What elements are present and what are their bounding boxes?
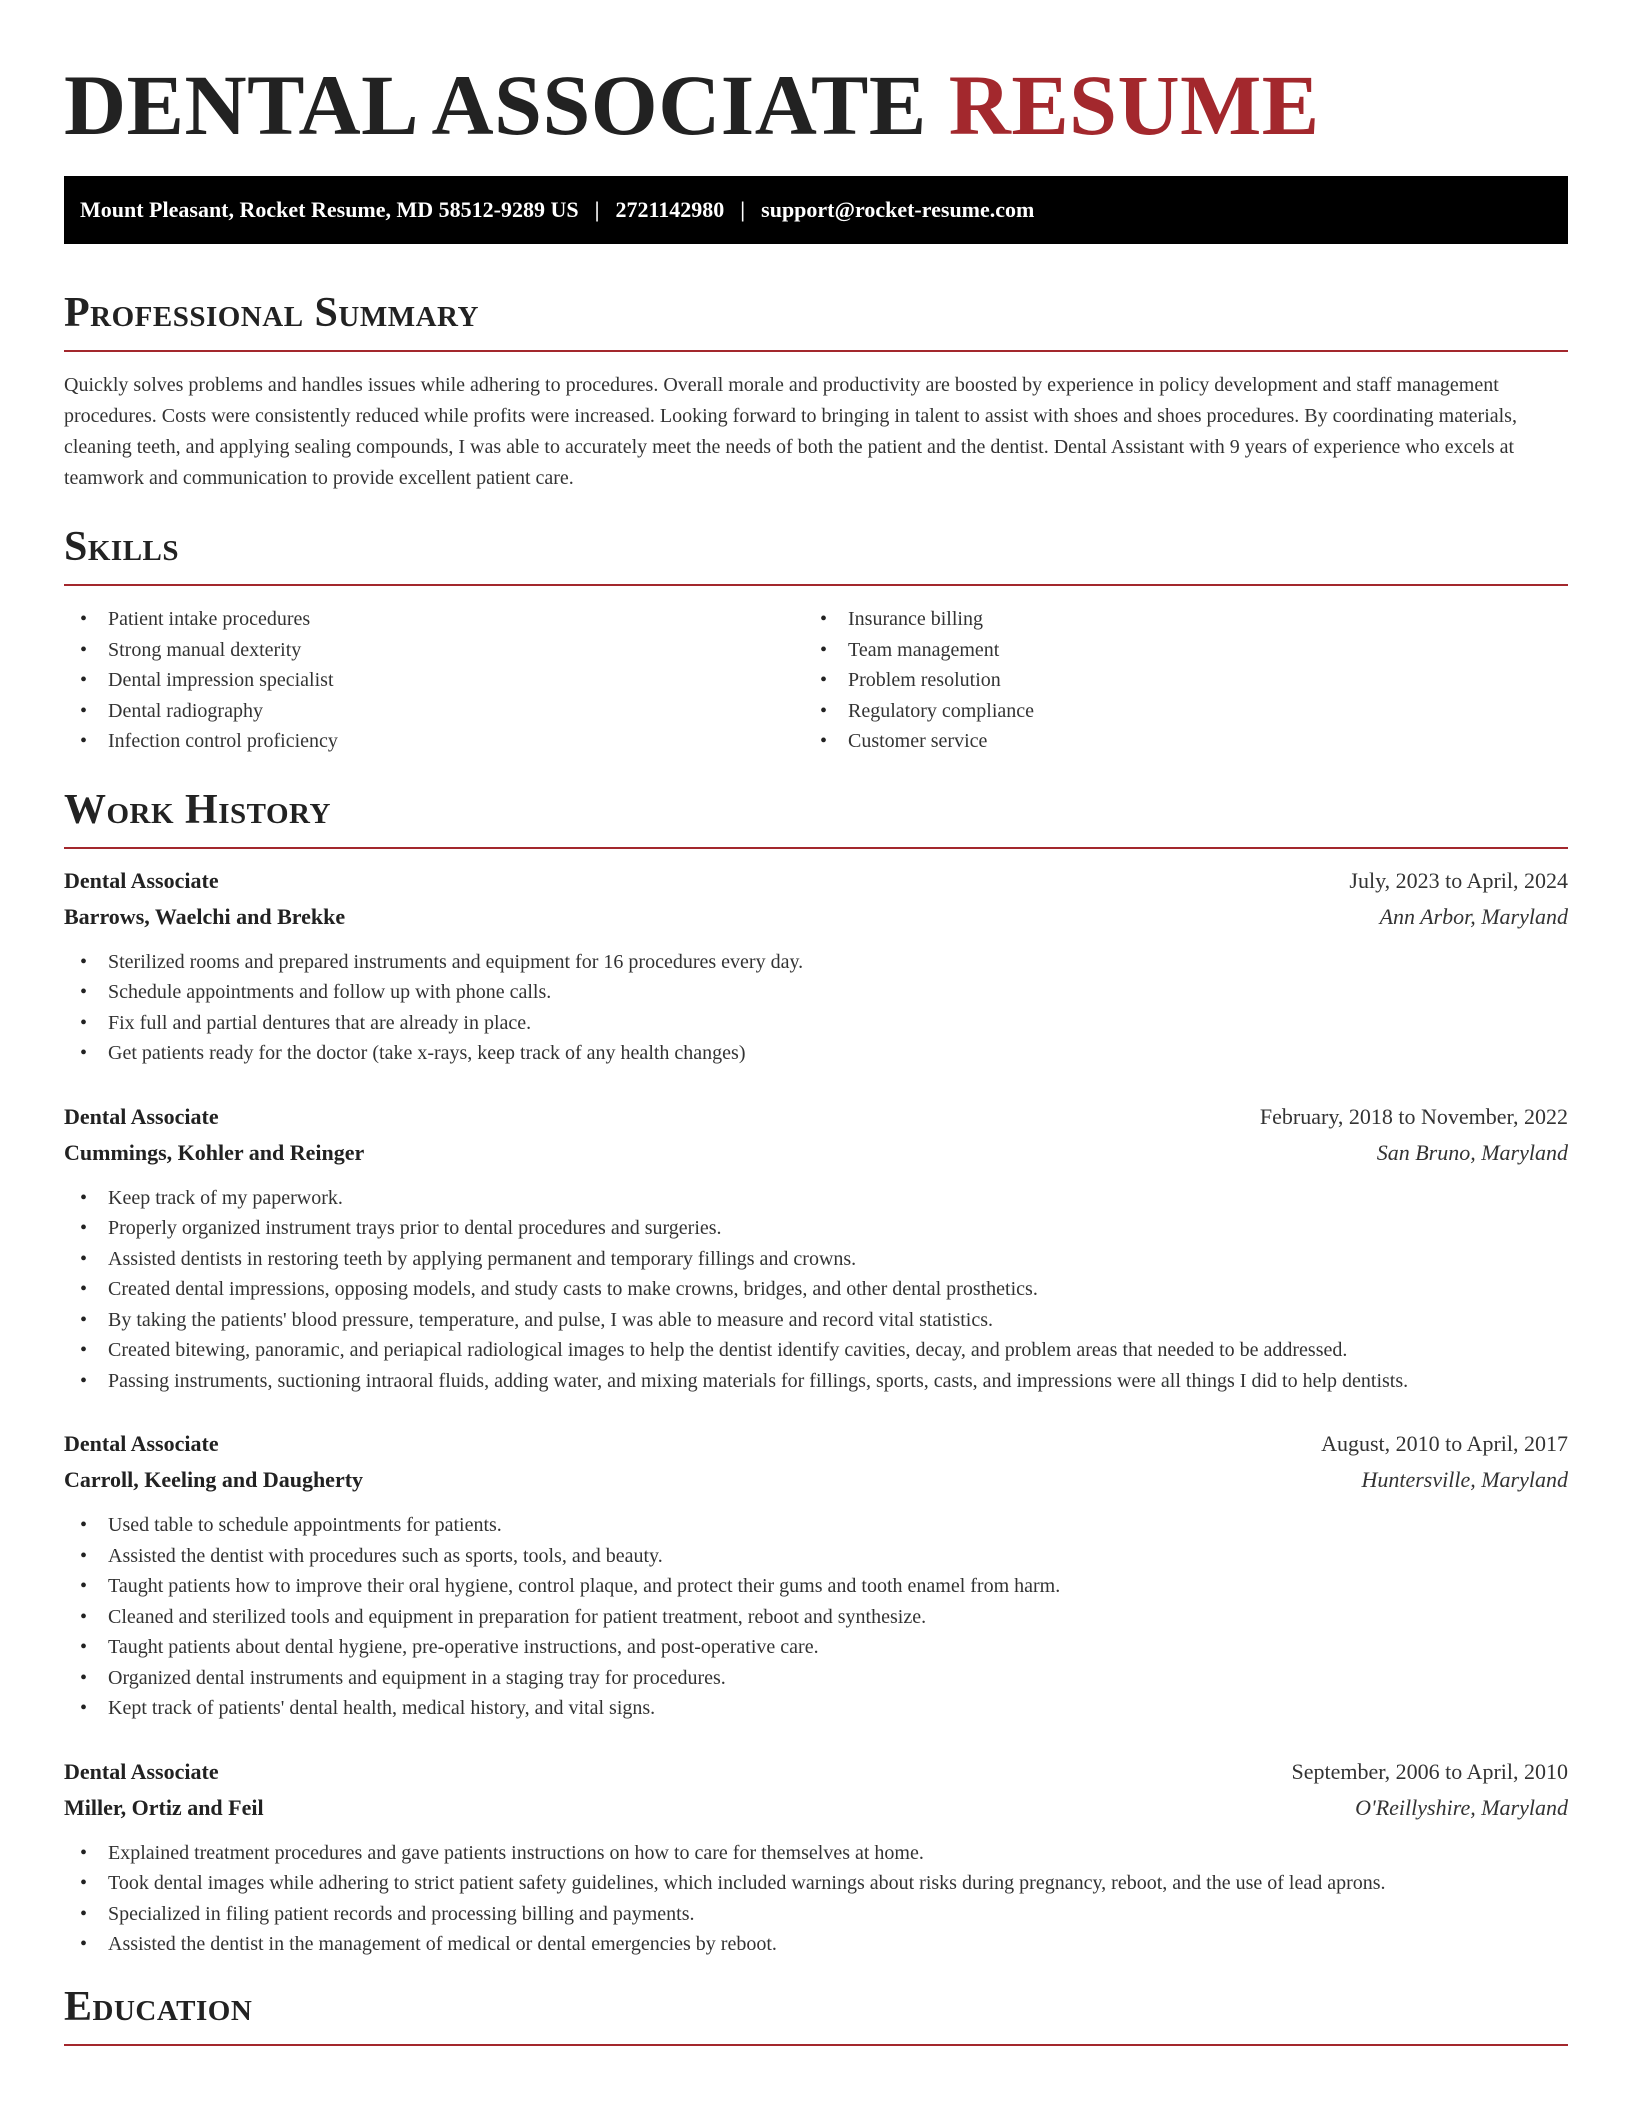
job-title: Dental Associate bbox=[64, 1431, 219, 1456]
skill-item: • Strong manual dexterity bbox=[64, 635, 804, 666]
duty-item: • Explained treatment procedures and gave patients instructions on how to care for themselves at home. bbox=[64, 1838, 1568, 1869]
job-location: Ann Arbor, Maryland bbox=[1379, 903, 1568, 929]
job-title: Dental Associate bbox=[64, 1103, 219, 1129]
duty-item: • Fix full and partial dentures that are already in place. bbox=[64, 1008, 1568, 1039]
duty-item: • Keep track of my paperwork. bbox=[64, 1183, 1568, 1214]
education-section bbox=[64, 1983, 1568, 2046]
skill-item: • Patient intake procedures bbox=[64, 604, 804, 635]
job-entry bbox=[64, 1099, 1568, 1397]
title-accent: RESUME bbox=[948, 57, 1320, 153]
duty-item: • Taught patients about dental hygiene, pre-operative instructions, and post-operative care. bbox=[64, 1632, 1568, 1663]
duty-item: • Assisted dentists in restoring teeth by applying permanent and temporary fillings and crowns. bbox=[64, 1244, 1568, 1275]
skill-item: • Dental impression specialist bbox=[64, 665, 804, 696]
job-entry bbox=[64, 1754, 1568, 1960]
skills-column-right bbox=[804, 604, 1544, 757]
job-title: Dental Associate bbox=[64, 867, 219, 893]
job-entry bbox=[64, 1426, 1568, 1724]
contact-phone: 2721142980 bbox=[615, 197, 725, 222]
contact-email[interactable]: support@rocket-resume.com bbox=[761, 197, 1035, 222]
section-divider bbox=[64, 847, 1568, 849]
duty-item: • Sterilized rooms and prepared instruments and equipment for 16 procedures every day. bbox=[64, 947, 1568, 978]
duty-item: • Assisted the dentist in the management of medical or dental emergencies by reboot. bbox=[64, 1929, 1568, 1960]
job-location: San Bruno, Maryland bbox=[1376, 1139, 1568, 1165]
contact-bar bbox=[64, 176, 1568, 244]
duty-item: • Passing instruments, suctioning intraoral fluids, adding water, and mixing materials for fillings, sports, casts, and impressions were all things I did to help dentists. bbox=[64, 1366, 1568, 1397]
job-dates: September, 2006 to April, 2010 bbox=[1291, 1758, 1568, 1784]
duty-item: • Get patients ready for the doctor (take x-rays, keep track of any health changes) bbox=[64, 1038, 1568, 1069]
job-location: O'Reillyshire, Maryland bbox=[1355, 1794, 1568, 1820]
duty-item: • Specialized in filing patient records and processing billing and payments. bbox=[64, 1899, 1568, 1930]
job-dates: July, 2023 to April, 2024 bbox=[1349, 867, 1568, 893]
job-duties bbox=[64, 1510, 1568, 1724]
contact-address: Mount Pleasant, Rocket Resume, MD 58512-9289 US bbox=[80, 197, 579, 222]
skill-item: • Infection control proficiency bbox=[64, 726, 804, 757]
skill-item: • Dental radiography bbox=[64, 696, 804, 727]
duty-item: • Kept track of patients' dental health, medical history, and vital signs. bbox=[64, 1693, 1568, 1724]
job-dates: February, 2018 to November, 2022 bbox=[1259, 1103, 1568, 1129]
section-divider bbox=[64, 2044, 1568, 2046]
duty-item: • Schedule appointments and follow up with phone calls. bbox=[64, 977, 1568, 1008]
job-company: Cummings, Kohler and Reinger bbox=[64, 1139, 365, 1165]
job-title: Dental Associate bbox=[64, 1758, 219, 1784]
section-title-education: Education bbox=[64, 1983, 253, 2030]
duty-item: • Used table to schedule appointments for patients. bbox=[64, 1510, 1568, 1541]
duty-item: • Properly organized instrument trays prior to dental procedures and surgeries. bbox=[64, 1213, 1568, 1244]
skill-item: • Problem resolution bbox=[804, 665, 1544, 696]
duty-item: • Created bitewing, panoramic, and periapical radiological images to help the dentist identify cavities, decay, and problem areas that needed to be addressed. bbox=[64, 1335, 1568, 1366]
section-title-summary: Professional Summary bbox=[64, 290, 479, 336]
title-main: DENTAL ASSOCIATE bbox=[64, 57, 927, 153]
skill-item: • Insurance billing bbox=[804, 604, 1544, 635]
skills-column-left bbox=[64, 604, 804, 757]
section-title-skills: Skills bbox=[64, 524, 180, 570]
job-dates: August, 2010 to April, 2017 bbox=[1321, 1431, 1568, 1456]
job-location: Huntersville, Maryland bbox=[1361, 1467, 1568, 1492]
job-company: Barrows, Waelchi and Brekke bbox=[64, 903, 346, 929]
contact-separator: | bbox=[594, 197, 600, 222]
job-duties bbox=[64, 947, 1568, 1069]
summary-section bbox=[64, 292, 1568, 494]
skill-item: • Regulatory compliance bbox=[804, 696, 1544, 727]
duty-item: • Assisted the dentist with procedures such as sports, tools, and beauty. bbox=[64, 1541, 1568, 1572]
job-company: Carroll, Keeling and Daugherty bbox=[64, 1467, 364, 1492]
skills-list bbox=[64, 604, 1568, 757]
section-divider bbox=[64, 584, 1568, 586]
work-history-section bbox=[64, 786, 1568, 1960]
skill-item: • Customer service bbox=[804, 726, 1544, 757]
job-entry bbox=[64, 863, 1568, 1069]
duty-item: • Organized dental instruments and equipment in a staging tray for procedures. bbox=[64, 1663, 1568, 1694]
skill-item: • Team management bbox=[804, 635, 1544, 666]
summary-text: Quickly solves problems and handles issues while adhering to procedures. Overall morale and productivity are boosted by experience in policy development and staff management procedures. Costs were consistently reduced while profits were increased. Looking forward to bringing in talent to assist with shoes and shoes procedures. By coordinating materials, cleaning teeth, and applying sealing compounds, I was able to accurately meet the needs of both the patient and the dentist. Dental Assistant with 9 years of experience who excels at teamwork and communication to provide excellent patient care. bbox=[64, 374, 1517, 489]
job-company: Miller, Ortiz and Feil bbox=[64, 1794, 264, 1820]
contact-separator: | bbox=[740, 197, 746, 222]
job-duties bbox=[64, 1838, 1568, 1960]
duty-item: • Created dental impressions, opposing models, and study casts to make crowns, bridges, and other dental prosthetics. bbox=[64, 1274, 1568, 1305]
duty-item: • Cleaned and sterilized tools and equipment in preparation for patient treatment, reboot and synthesize. bbox=[64, 1602, 1568, 1633]
resume-title bbox=[64, 0, 1568, 176]
duty-item: • Took dental images while adhering to strict patient safety guidelines, which included warnings about risks during pregnancy, reboot, and the use of lead aprons. bbox=[64, 1868, 1568, 1899]
section-title-work-history: Work History bbox=[64, 786, 331, 833]
duty-item: • By taking the patients' blood pressure, temperature, and pulse, I was able to measure and record vital statistics. bbox=[64, 1305, 1568, 1336]
section-divider bbox=[64, 350, 1568, 352]
job-duties bbox=[64, 1183, 1568, 1397]
duty-item: • Taught patients how to improve their oral hygiene, control plaque, and protect their gums and tooth enamel from harm. bbox=[64, 1571, 1568, 1602]
skills-section bbox=[64, 526, 1568, 757]
